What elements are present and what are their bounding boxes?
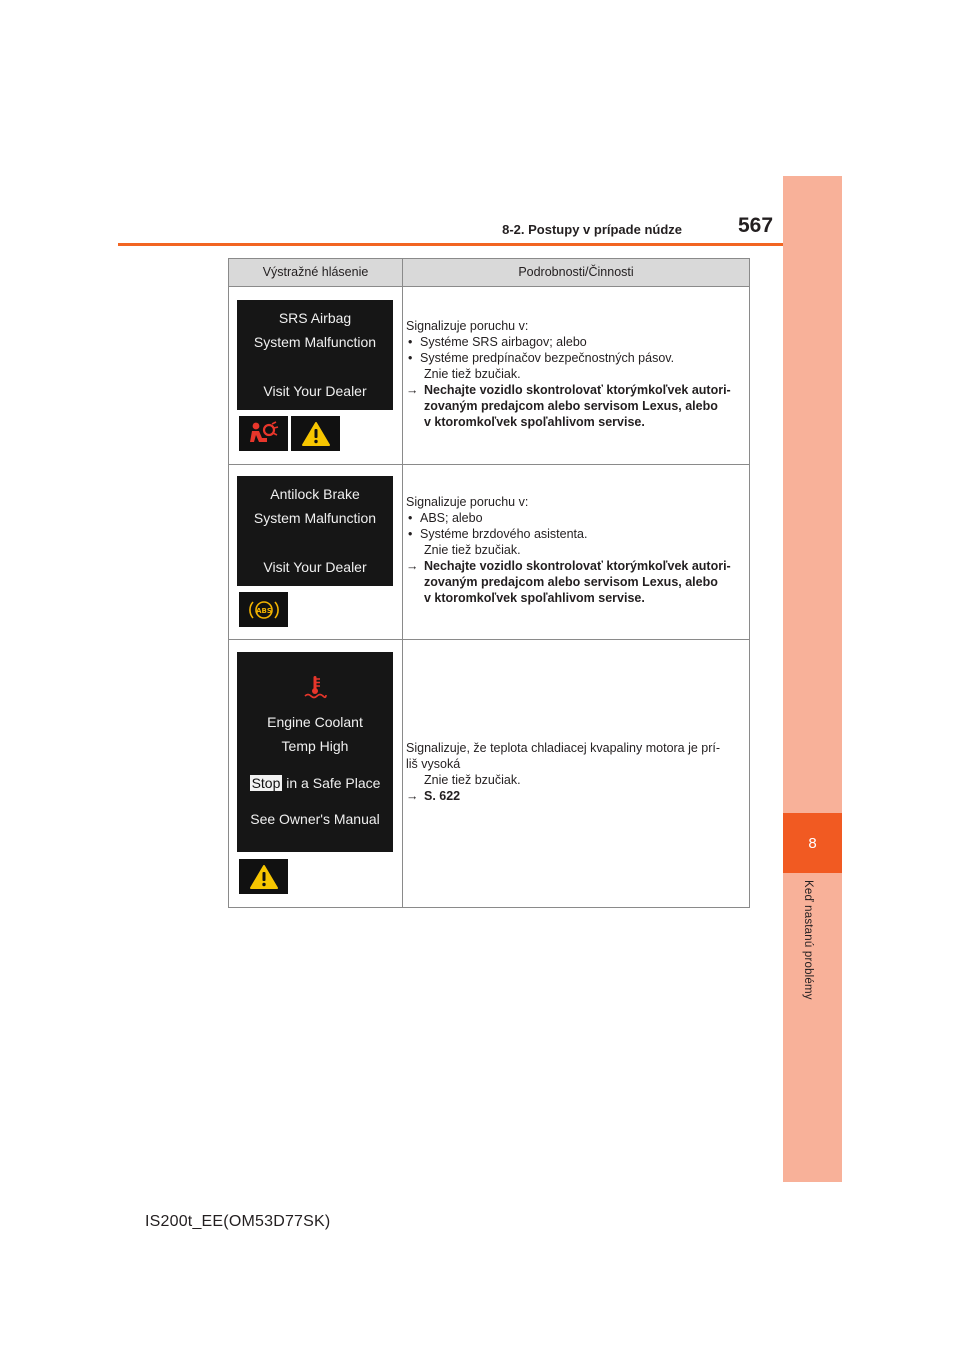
stop-label: Stop: [251, 775, 281, 791]
row-divider: [229, 464, 749, 465]
action-text: Nechajte vozidlo skontrolovať ktorýmkoľvek autori-: [424, 383, 731, 397]
screen-text: in a Safe Place: [286, 775, 381, 791]
bullet-item: • ABS; alebo: [406, 510, 746, 526]
coolant-temp-icon: [237, 674, 393, 702]
bullet-item: • Systéme SRS airbagov; alebo: [406, 334, 746, 350]
buzzer-note: Znie tiež bzučiak.: [424, 543, 521, 557]
bullet-item: • Systéme brzdového asistenta.: [406, 526, 746, 542]
screen-line: See Owner's Manual: [250, 811, 380, 827]
row-divider: [229, 639, 749, 640]
intro-text: Signalizuje poruchu v:: [406, 495, 529, 509]
screen-line: SRS Airbag: [278, 310, 352, 326]
coolant-message-screen: [237, 652, 393, 852]
master-warning-icon: [291, 416, 340, 451]
column-header-details: Podrobnosti/Činnosti: [518, 265, 634, 279]
chapter-number: 8: [783, 813, 842, 873]
screen-line: Visit Your Dealer: [263, 383, 367, 399]
document-code: IS200t_EE(OM53D77SK): [145, 1213, 331, 1230]
column-divider: [402, 259, 403, 907]
chapter-side-tab: [783, 176, 842, 1182]
screen-line: [237, 775, 393, 792]
buzzer-note: Znie tiež bzučiak.: [424, 367, 521, 381]
details-row-1: [406, 318, 746, 430]
screen-line: Engine Coolant: [267, 714, 363, 730]
airbag-warning-icon: [239, 416, 288, 451]
master-warning-icon: [239, 859, 288, 894]
column-header-message: Výstražné hlásenie: [262, 265, 369, 279]
arrow-icon: →: [406, 383, 419, 397]
screen-line: Visit Your Dealer: [263, 559, 367, 575]
bullet-item: • Systéme predpínačov bezpečnostných pásov.: [406, 350, 746, 366]
action-text: zovaným predajcom alebo servisom Lexus, alebo: [424, 575, 718, 589]
table-header: [229, 259, 749, 287]
description-text: liš vysoká: [406, 757, 461, 771]
section-title: 8-2. Postupy v prípade núdze: [502, 222, 682, 237]
screen-line: Antilock Brake: [270, 486, 360, 502]
screen-line: Temp High: [281, 738, 349, 754]
action-text: Nechajte vozidlo skontrolovať ktorýmkoľvek autori-: [424, 559, 731, 573]
chapter-title: Keď nastanú problémy: [802, 880, 814, 1000]
svg-text:ABS: ABS: [255, 606, 272, 615]
action-text: v ktoromkoľvek spoľahlivom servise.: [424, 591, 645, 605]
details-row-2: [406, 494, 746, 606]
description-text: Signalizuje, že teplota chladiacej kvapaliny motora je prí-: [406, 741, 721, 755]
abs-warning-icon: [239, 592, 288, 627]
intro-text: Signalizuje poruchu v:: [406, 319, 529, 333]
buzzer-note: Znie tiež bzučiak.: [424, 773, 521, 787]
page-reference[interactable]: [406, 788, 746, 804]
action-text: v ktoromkoľvek spoľahlivom servise.: [424, 415, 645, 429]
header-rule: [118, 243, 842, 246]
action-text: zovaným predajcom alebo servisom Lexus, alebo: [424, 399, 718, 413]
page-reference-text: S. 622: [424, 789, 461, 803]
action-line: [406, 558, 746, 574]
arrow-icon: →: [406, 789, 419, 803]
details-row-3: [406, 740, 746, 804]
abs-message-screen: [237, 476, 393, 586]
arrow-icon: →: [406, 559, 419, 573]
action-line: [406, 382, 746, 398]
screen-line: System Malfunction: [253, 334, 377, 350]
page-number: 567: [738, 214, 774, 237]
srs-airbag-message-screen: [237, 300, 393, 410]
screen-line: System Malfunction: [253, 510, 377, 526]
